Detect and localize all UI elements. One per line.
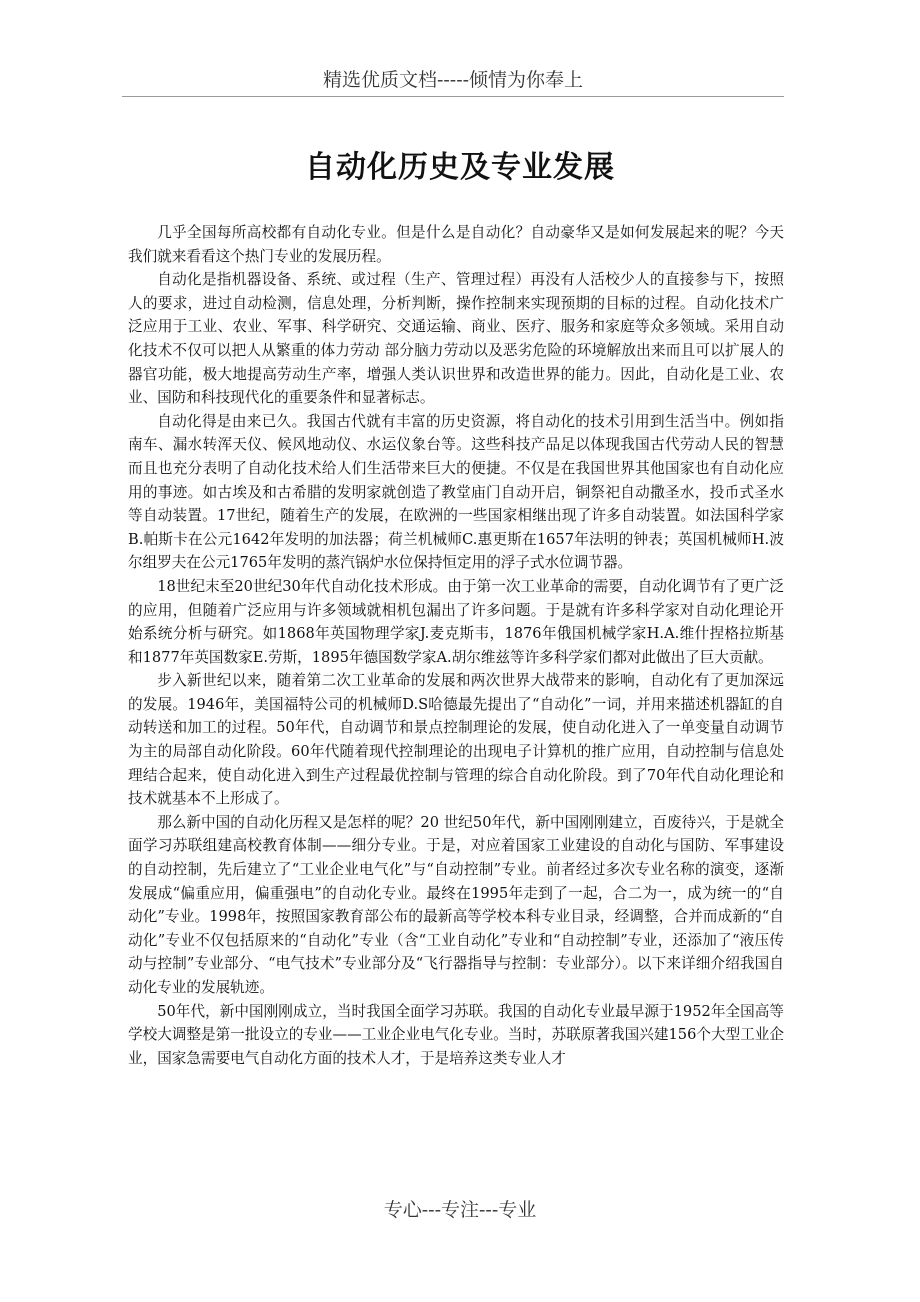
- paragraph-new-china: 那么新中国的自动化历程又是怎样的呢？20 世纪50年代，新中国刚刚建立，百废待兴，于是就全面学习苏联组建高校教育体制——细分专业。于是，对应着国家工业建设的自动化与国防、军事建设的自动控制，先后建立了“工业企业电气化”与“自动控制”专业。前者经过多次专业名称的演变，逐渐发展成“偏重应用，偏重强电”的自动化专业。最终在1995年走到了一起，合二为一，成为统一的“自动化”专业。1998年，按照国家教育部公布的最新高等学校本科专业目录，经调整，合并而成新的“自动化”专业不仅包括原来的“自动化”专业（含“工业自动化”专业和“自动控制”专业，还添加了“液压传动与控制”专业部分、“电气技术”专业部分及“飞行器指导与控制：专业部分）。以下来详细介绍我国自动化专业的发展轨迹。: [128, 813, 784, 996]
- paragraph-formation: 18世纪末至20世纪30年代自动化技术形成。由于第一次工业革命的需要，自动化调节有了更广泛的应用，但随着广泛应用与许多领域就相机包漏出了许多问题。于是就有许多科学家对自动化理论开始系统分析与研究。如1868年英国物理学家J.麦克斯韦，1876年俄国机械学家H.A.维什捏格拉斯基和1877年英国数家E.劳斯，1895年德国数学家A.胡尔维兹等许多科学家们都对此做出了巨大贡献。: [128, 577, 784, 666]
- paragraph-1950s: 50年代，新中国刚刚成立，当时我国全面学习苏联。我国的自动化专业最早源于1952年全国高等学校大调整是第一批设立的专业——工业企业电气化专业。当时，苏联原著我国兴建156个大型工业企业，国家急需要电气自动化方面的技术人才，于是培养这类专业人才: [128, 1002, 784, 1067]
- document-body: [128, 221, 784, 1070]
- document-title: 自动化历史及专业发展: [305, 150, 615, 185]
- paragraph-ancient-history: 自动化得是由来已久。我国古代就有丰富的历史资源，将自动化的技术引用到生活当中。例如指南车、漏水转浑天仪、候风地动仪、水运仪象台等。这些科技产品足以体现我国古代劳动人民的智慧而且也充分表明了自动化技术给人们生活带来巨大的便捷。不仅是在我国世界其他国家也有自动化应用的事迹。如古埃及和古希腊的发明家就创造了教堂庙门自动开启，铜祭祀自动撒圣水，投币式圣水等自动装置。17世纪，随着生产的发展，在欧洲的一些国家相继出现了许多自动装置。如法国科学家B.帕斯卡在公元1642年发明的加法器；荷兰机械师C.惠更斯在1657年法明的钟表；英国机械师H.波尔组罗夫在公元1765年发明的蒸汽锅炉水位保持恒定用的浮子式水位调节器。: [128, 412, 784, 572]
- page-header: [122, 66, 784, 97]
- page-footer: [0, 1196, 920, 1224]
- paragraph-intro: 几乎全国每所高校都有自动化专业。但是什么是自动化？自动豪华又是如何发展起来的呢？今天我们就来看看这个热门专业的发展历程。: [128, 224, 784, 265]
- paragraph-modern-development: 步入新世纪以来，随着第二次工业革命的发展和两次世界大战带来的影响，自动化有了更加深远的发展。1946年，美国福特公司的机械师D.S哈德最先提出了“自动化”一词，并用来描述机器缸的自动转送和加工的过程。50年代，自动调节和景点控制理论的发展，使自动化进入了一单变量自动调节为主的局部自动化阶段。60年代随着现代控制理论的出现电子计算机的推广应用，自动控制与信息处理结合起来，使自动化进入到生产过程最优控制与管理的综合自动化阶段。到了70年代自动化理论和技术就基本不上形成了。: [128, 672, 784, 808]
- paragraph-definition: 自动化是指机器设备、系统、或过程（生产、管理过程）再没有人活校少人的直接参与下，按照人的要求，进过自动检测，信息处理，分析判断，操作控制来实现预期的目标的过程。自动化技术广泛应用于工业、农业、军事、科学研究、交通运输、商业、医疗、服务和家庭等众多领域。采用自动化技术不仅可以把人从繁重的体力劳动 部分脑力劳动以及恶劣危险的环境解放出来而且可以扩展人的器官功能，极大地提高劳动生产率，增强人类认识世界和改造世界的能力。因此，自动化是工业、农业、国防和科技现代化的重要条件和显著标志。: [128, 271, 784, 407]
- header-text: 精选优质文档-----倾情为你奉上: [322, 69, 584, 91]
- footer-text: 专心---专注---专业: [383, 1199, 537, 1221]
